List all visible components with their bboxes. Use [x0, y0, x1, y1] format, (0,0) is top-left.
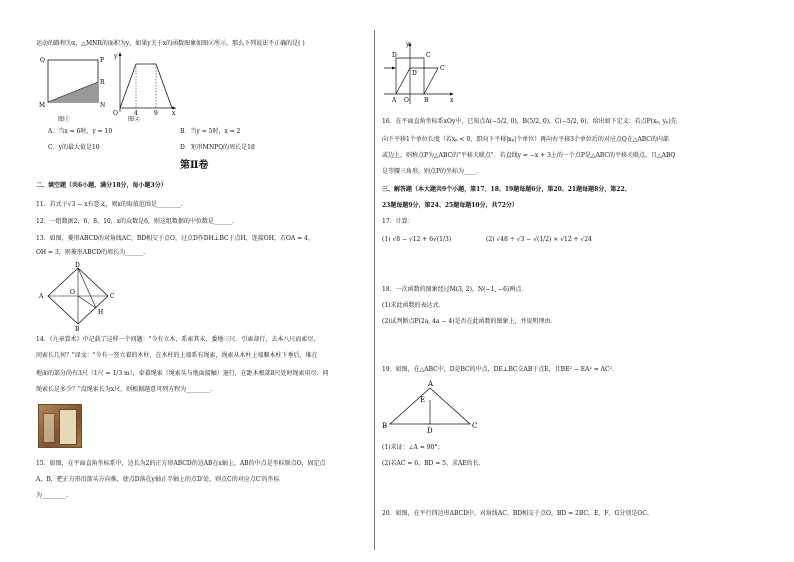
- label-P: P: [100, 57, 105, 64]
- coord-Dprime: D′: [412, 70, 419, 77]
- question-15-line2: A，B，把正方形沿箭头方向推，使点D落在y轴正半轴上的点D′处，则点C的对应点C′的坐标: [36, 476, 280, 483]
- question-18-line1: 18．一次函数的图象经过M(3, 2)，N(−1, −6)两点．: [382, 286, 528, 293]
- question-17-part1: (1) √8 − √12 + 6√(1/3): [382, 236, 452, 243]
- question-18-line3: (2)试判断点P(2a, 4a − 4)是否在此函数的图象上，并说明理由．: [382, 318, 557, 325]
- coord-Cprime: C′: [440, 65, 446, 72]
- axis-y-label: y: [114, 53, 118, 60]
- question-20: 20．如图，在平行四边形ABCD中，对角线AC、BD相交于点O，BD = 2BC，E、F、G分别是OC、: [382, 510, 653, 517]
- question-19-line2: (1)求证：∠A = 90°；: [382, 444, 444, 451]
- question-14-line4: 绳索长是多少？"设绳索长为x尺，则根据题意可列方程为________.: [36, 386, 213, 393]
- ancient-book-photo: [38, 404, 82, 448]
- option-a: A．当x = 6时，y = 10: [48, 128, 113, 135]
- coord-O: O: [404, 97, 409, 104]
- label-C: C: [110, 293, 115, 300]
- question-13-line2: OH = 3，则菱形ABCD的周长为______.: [36, 249, 145, 256]
- question-16-line1: 16．在平面直角坐标系xOy中，已知点A(−5/2, 0)，B(5/2, 0)，C(−5/2, 6)，给出如下定义：若点P(xₚ, yₚ)先: [382, 118, 677, 125]
- question-16-line4: 是等腰三角形，则点P的坐标为____.: [382, 168, 478, 175]
- label-R: R: [100, 79, 105, 86]
- rhombus-figure: [36, 260, 126, 332]
- tri-C: C: [472, 422, 478, 430]
- fill-section-header: 二、填空题（共6小题，满分18分，每小题3分）: [36, 182, 167, 189]
- figure-1-caption: 图①: [58, 116, 71, 123]
- solve-section-header-line1: 三、解答题（本大题共9个小题，第17、18、19题每题6分，第20、21题每题8分，第22、: [382, 186, 631, 193]
- question-17: 17．计算：: [382, 218, 414, 225]
- origin-label: O: [113, 110, 118, 116]
- option-d: D．矩形MNPQ的周长是18: [180, 144, 255, 151]
- question-15-line1: 15．如图，在平面直角坐标系中，边长为2的正方形ABCD的边AB在x轴上，AB的中点是坐标原点O，固定点: [36, 460, 326, 467]
- figure-2-caption: 图②: [128, 116, 141, 123]
- triangle-figure: [378, 376, 488, 436]
- coord-B: B: [424, 97, 429, 104]
- option-c: C．y的最大值是10: [48, 144, 100, 151]
- tri-E: E: [420, 396, 426, 404]
- label-D: D: [75, 262, 80, 269]
- label-A: A: [39, 293, 44, 300]
- question-12: 12．一组数据2，6，8，10，x的众数是6，则这组数据的中位数是______.: [36, 218, 234, 225]
- solve-section-header-line2: 23题每题9分，第24、25题每题10分，共72分）: [382, 202, 518, 209]
- label-O: O: [70, 289, 75, 296]
- question-13-line1: 13．如图，菱形ABCD的对角线AC，BD相交于点O，过点D作DH⊥BC于点H，连接OH，若OA = 4，: [36, 235, 314, 242]
- question-14-line2: 问索长几何？"译文："今有一竖立着的木柱，在木柱的上端系有绳索，绳索从木柱上端顺木柱下垂后，堆在: [36, 352, 318, 359]
- question-17-part2: (2) √48 ÷ √3 − √(1/2) × √12 + √24: [486, 236, 592, 243]
- figure-1-rectangle: [36, 52, 106, 116]
- question-19-line1: 19．如图，在△ABC中，D是BC的中点，DE⊥BC交AB于点E，且BE² − EA² = AC²．: [382, 366, 619, 373]
- coord-A: A: [392, 97, 397, 104]
- column-divider: [374, 30, 375, 550]
- question-18-line2: (1)求此函数的表达式．: [382, 302, 445, 309]
- figure-2-graph: [108, 50, 180, 116]
- tri-B: B: [382, 422, 388, 430]
- coordinate-figure: [380, 38, 460, 108]
- x-tick-9: 9: [154, 110, 158, 116]
- question-intro: 运动的路程为x，△MNR的面积为y，如果y关于x的函数图象如图②所示，那么下列说法不正确的是( ): [36, 40, 305, 47]
- question-11: 11．若式子√3 − x有意义，则x的取值范围是________.: [36, 201, 183, 208]
- section-title: 第Ⅱ卷: [180, 160, 209, 171]
- label-H: H: [98, 309, 104, 316]
- question-14-line1: 14．《九章算术》中记载了这样一个问题："今有立木，系索其末，委地三尺．引索却行，去本八尺而索尽，: [36, 336, 320, 343]
- coord-D: D: [392, 52, 397, 59]
- label-N: N: [100, 102, 106, 109]
- option-b: B．当y = 5时，x = 2: [180, 128, 241, 135]
- label-Q: Q: [40, 57, 45, 64]
- question-16-line2: 向下平移1个单位长度（若xₚ < 0，即向下平移|xₚ|个单位）再向右平移3个单位后的对应点Q在△ABC的内部: [382, 136, 669, 143]
- question-16-line3: 或边上，则称点P为△ABC的"平移关联点"．若直线y = −x + 3上的一个点P是△ABC的平移关联点，且△ABQ: [382, 152, 676, 159]
- question-15-line3: 为________.: [36, 492, 68, 499]
- coord-C: C: [426, 52, 431, 59]
- tri-D: D: [427, 427, 433, 435]
- question-14-line3: 地面的部分尚有3尺（1尺 = 1/3 m），牵着绳索（绳索头与地面接触）退行，在距木根部8尺处时绳索用尽．问: [36, 370, 329, 377]
- axis-x-label: x: [172, 110, 176, 116]
- graph-line: [120, 64, 172, 108]
- x-tick-4: 4: [134, 110, 138, 116]
- question-19-line3: (2)若AC = 6，BD = 5，求AE的长．: [382, 460, 485, 467]
- label-B: B: [75, 326, 80, 332]
- tri-A: A: [428, 380, 434, 388]
- label-M: M: [39, 102, 46, 109]
- coord-y-label: y: [406, 41, 410, 48]
- coord-x-label: x: [450, 97, 454, 104]
